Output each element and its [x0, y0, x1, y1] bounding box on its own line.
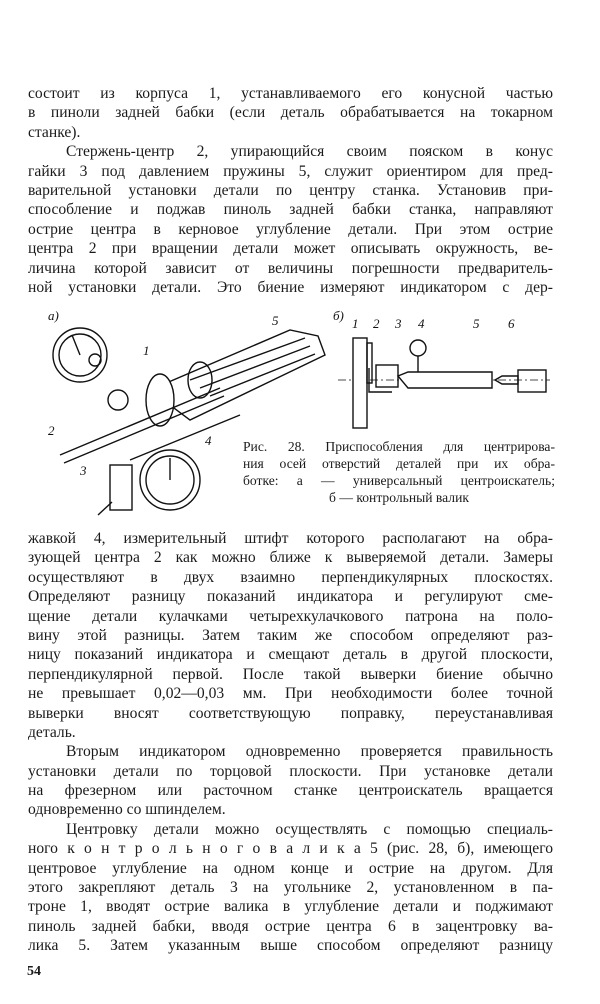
fig-a-callout-5: 5 [272, 313, 279, 328]
text-line: этого закрепляют деталь 3 на угольнике 2, установленном в па- [28, 879, 553, 897]
caption-line: ния осей отверстий деталей при их обра- [243, 456, 555, 471]
text-line: деталь. [28, 723, 76, 741]
text-line: лика 5. Затем указанным выше способом определяют разницу [28, 937, 553, 955]
fig-a-callout-3: 3 [80, 463, 87, 478]
fig-b-callout-3: 3 [395, 316, 402, 331]
text-line: зующей центра 2 как можно ближе к выверяемой детали. Замеры [28, 549, 553, 567]
text-line: ницу показаний индикатора и смещают деталь в другой плоскости, [28, 646, 553, 664]
fig-b-callout-1: 1 [352, 316, 359, 331]
text-line: состоит из корпуса 1, устанавливаемого его конусной частью [28, 85, 553, 102]
page-number: 54 [27, 964, 41, 979]
caption-line: б — контрольный валик [329, 490, 469, 505]
caption-line: Рис. 28. Приспособления для центрирова- [243, 439, 555, 454]
caption-line: ботке: а — универсальный центроискатель; [243, 473, 555, 488]
fig-a-label: а) [48, 310, 59, 323]
text-line: жавкой 4, измерительный штифт которого располагают на обра- [28, 530, 553, 547]
text-block-top [28, 84, 553, 297]
text-line: острие центра в керновое углубление детали. При этом острие [28, 220, 553, 238]
fig-b-label: б) [333, 310, 344, 323]
text-line: Стержень-центр 2, упирающийся своим пояском в конус [66, 143, 553, 161]
text-line: установки детали по торцовой плоскости. При установке детали [28, 762, 553, 780]
text-line: в пиноли задней бабки (если деталь обрабатывается на токарном [28, 104, 553, 122]
figure-caption [243, 438, 555, 506]
text-line: троне 1, вводят острие валика в углубление детали и поджимают [28, 898, 553, 916]
text-line: не превышает 0,02—0,03 мм. При необходимости более точной [28, 685, 553, 703]
text-line: личина которой зависит от величины погрешности предваритель- [28, 259, 553, 277]
figure-b-control-shaft [333, 310, 550, 428]
text-line: одновременно со шпинделем. [28, 801, 226, 819]
fig-a-callout-1: 1 [143, 343, 150, 358]
text-line: осуществляют в двух взаимно перпендикулярных плоскостях. [28, 568, 553, 586]
text-line: способление и поджав пиноль задней бабки станка, направляют [28, 201, 553, 219]
text-line: Вторым индикатором одновременно проверяется правильность [66, 743, 553, 761]
text-line: вину этой разницы. Затем таким же способом определяют раз- [28, 626, 553, 644]
fig-b-callout-4: 4 [418, 316, 425, 331]
text-block-bottom [28, 529, 553, 956]
fig-a-callout-4: 4 [205, 433, 212, 448]
fig-b-callout-5: 5 [473, 316, 480, 331]
text-line: варительной установки детали по центру станка. Установив при- [28, 181, 553, 199]
fig-b-callout-6: 6 [508, 316, 515, 331]
text-line: Центровку детали можно осуществлять с помощью специаль- [66, 820, 553, 838]
text-line: гайки 3 под давлением пружины 5, служит ориентиром для пред- [28, 162, 553, 180]
text-line: центра 2 при вращении детали может описывать окружность, ве- [28, 240, 553, 258]
text-line: щение детали кулачками четырехкулачкового патрона на поло- [28, 607, 553, 625]
text-line: станке). [28, 123, 81, 141]
text-line: перпендикулярной первой. После такой выверки биение обычно [28, 665, 553, 683]
text-line: центровое углубление на одном конце и острие на другом. Для [28, 859, 553, 877]
text-line: ного к о н т р о л ь н о г о в а л и к а 5 (рис. 28, б), имеющего [28, 840, 553, 858]
text-line: на фрезерном или расточном станке центроискатель вращается [28, 782, 553, 800]
fig-b-callout-2: 2 [373, 316, 380, 331]
text-line: выверки вносят соответствующую поправку, переустанавливая [28, 704, 553, 722]
fig-a-callout-2: 2 [48, 423, 55, 438]
text-line: ной установки детали. Это биение измеряют индикатором с дер- [28, 278, 553, 296]
text-line: Определяют разницу показаний индикатора и регулируют сме- [28, 588, 553, 606]
text-line: пиноль задней бабки, вводя острие центра 6 в зацентровку ва- [28, 917, 553, 935]
